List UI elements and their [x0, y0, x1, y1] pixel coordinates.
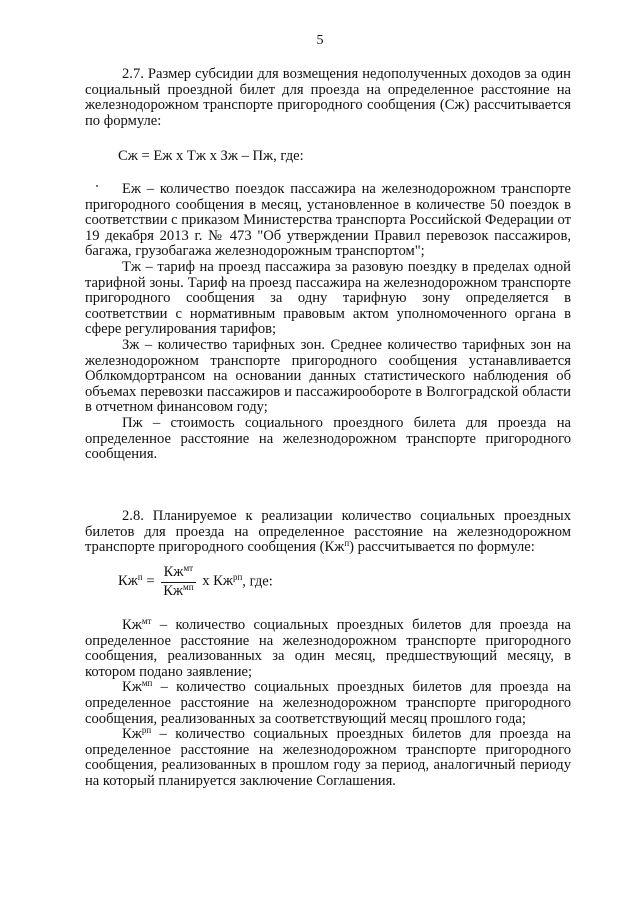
formula-tail: , где:	[242, 573, 273, 590]
definition-kzh-mp-sup: мп	[141, 678, 153, 689]
formula-kzh	[118, 565, 273, 599]
formula-fraction	[161, 565, 195, 599]
definition-kzh-rp-sup: рп	[141, 725, 152, 736]
formula-equals: =	[146, 573, 155, 590]
paragraph-2-7: 2.7. Размер субсидии для возмещения недополученных доходов за один социальный проездной билет для проезда на определенное расстояние на железнодорожном транспорте пригородного сообщения (Сж) рассчитывается по формуле:	[85, 66, 571, 129]
formula-denominator	[161, 583, 195, 600]
formula-lhs-sup: п	[137, 572, 143, 583]
numerator-symbol: Кж	[163, 564, 184, 580]
denominator-symbol: Кж	[163, 582, 184, 599]
page-number: 5	[316, 33, 324, 48]
definition-kzh-mp	[85, 680, 571, 727]
denominator-sup: мп	[183, 581, 194, 592]
definition-kzh-mp-text: – количество социальных проездных билетов для проезда на определенное расстояние на железнодорожном транспорте пригородного сообщения, реализованных за соответствующий месяц прошлого года;	[85, 679, 571, 727]
numerator-sup: мт	[183, 563, 194, 573]
formula-multiplier	[202, 573, 242, 589]
formula-szh: Сж = Еж х Тж х Зж – Пж, где:	[118, 148, 304, 164]
multiplier-sup: рп	[232, 572, 243, 583]
formula-numerator	[161, 565, 195, 583]
definition-zzh: Зж – количество тарифных зон. Среднее количество тарифных зон на железнодорожном транспорте пригородного сообщения устанавливается Облкомдортрансом на основании данных статистического наблюдения об объемах перевозки пассажиров и пассажирообороте в Волгоградской области в отчетном финансовом году;	[85, 336, 571, 416]
paragraph-2-8-text-a: 2.8. Планируемое к реализации количество социальных проездных билетов для проезда на определенное расстояние на железнодорожном транспорте пригородного сообщения (Кж	[85, 508, 571, 556]
section-2-7-definitions	[85, 182, 571, 463]
definition-pzh: Пж – стоимость социального проездного билета для проезда на определенное расстояние на железнодорожном транспорте пригородного сообщения.	[85, 414, 571, 463]
paragraph-2-8-text-b: ) рассчитывается по формуле:	[349, 539, 535, 556]
formula-lhs	[118, 573, 143, 589]
paragraph-2-8	[85, 509, 571, 556]
section-2-7-intro	[85, 67, 571, 129]
formula-lhs-symbol: Кж	[118, 573, 138, 590]
definition-kzh-mp-symbol: Кж	[122, 679, 142, 696]
definition-kzh-mt	[85, 618, 571, 680]
definition-kzh-mt-sup: мт	[141, 616, 152, 626]
definition-kzh-rp-symbol: Кж	[122, 726, 142, 743]
paragraph-2-8-sup: п	[344, 538, 350, 549]
definition-kzh-rp-text: – количество социальных проездных билетов для проезда на определенное расстояние на железнодорожном транспорте пригородного сообщения, реализованных в прошлом году за период, аналогичный периоду на который планируется заключение Соглашения.	[85, 726, 571, 789]
definition-ezh: Еж – количество поездок пассажира на железнодорожном транспорте пригородного сообщения в месяц, установленное в количестве 50 поездок в соответствии с приказом Министерства транспорта Российской Федерации от 19 декабря 2013 г. № 473 "Об утверждении Правил перевозок пассажиров, багажа, грузобагажа железнодорожным транспортом";	[85, 181, 571, 260]
definition-kzh-mt-symbol: Кж	[122, 617, 142, 633]
definition-kzh-rp	[85, 727, 571, 789]
definition-kzh-mt-text: – количество социальных проездных билетов для проезда на определенное расстояние на железнодорожном транспорте пригородного сообщения, реализованных за один месяц, предшествующий месяцу, в котором подано заявление;	[85, 617, 571, 680]
section-2-8-definitions	[85, 618, 571, 790]
multiplier-symbol: х Кж	[202, 573, 233, 590]
section-2-8-intro	[85, 509, 571, 556]
definition-tzh: Тж – тариф на проезд пассажира за разовую поездку в пределах одной тарифной зоны. Тариф на проезд пассажира на железнодорожном транспорте пригородного сообщения за одну тарифную зону определяется в соответствии с нормативным правовым актом уполномоченного органа в сфере регулирования тарифов;	[85, 258, 571, 338]
